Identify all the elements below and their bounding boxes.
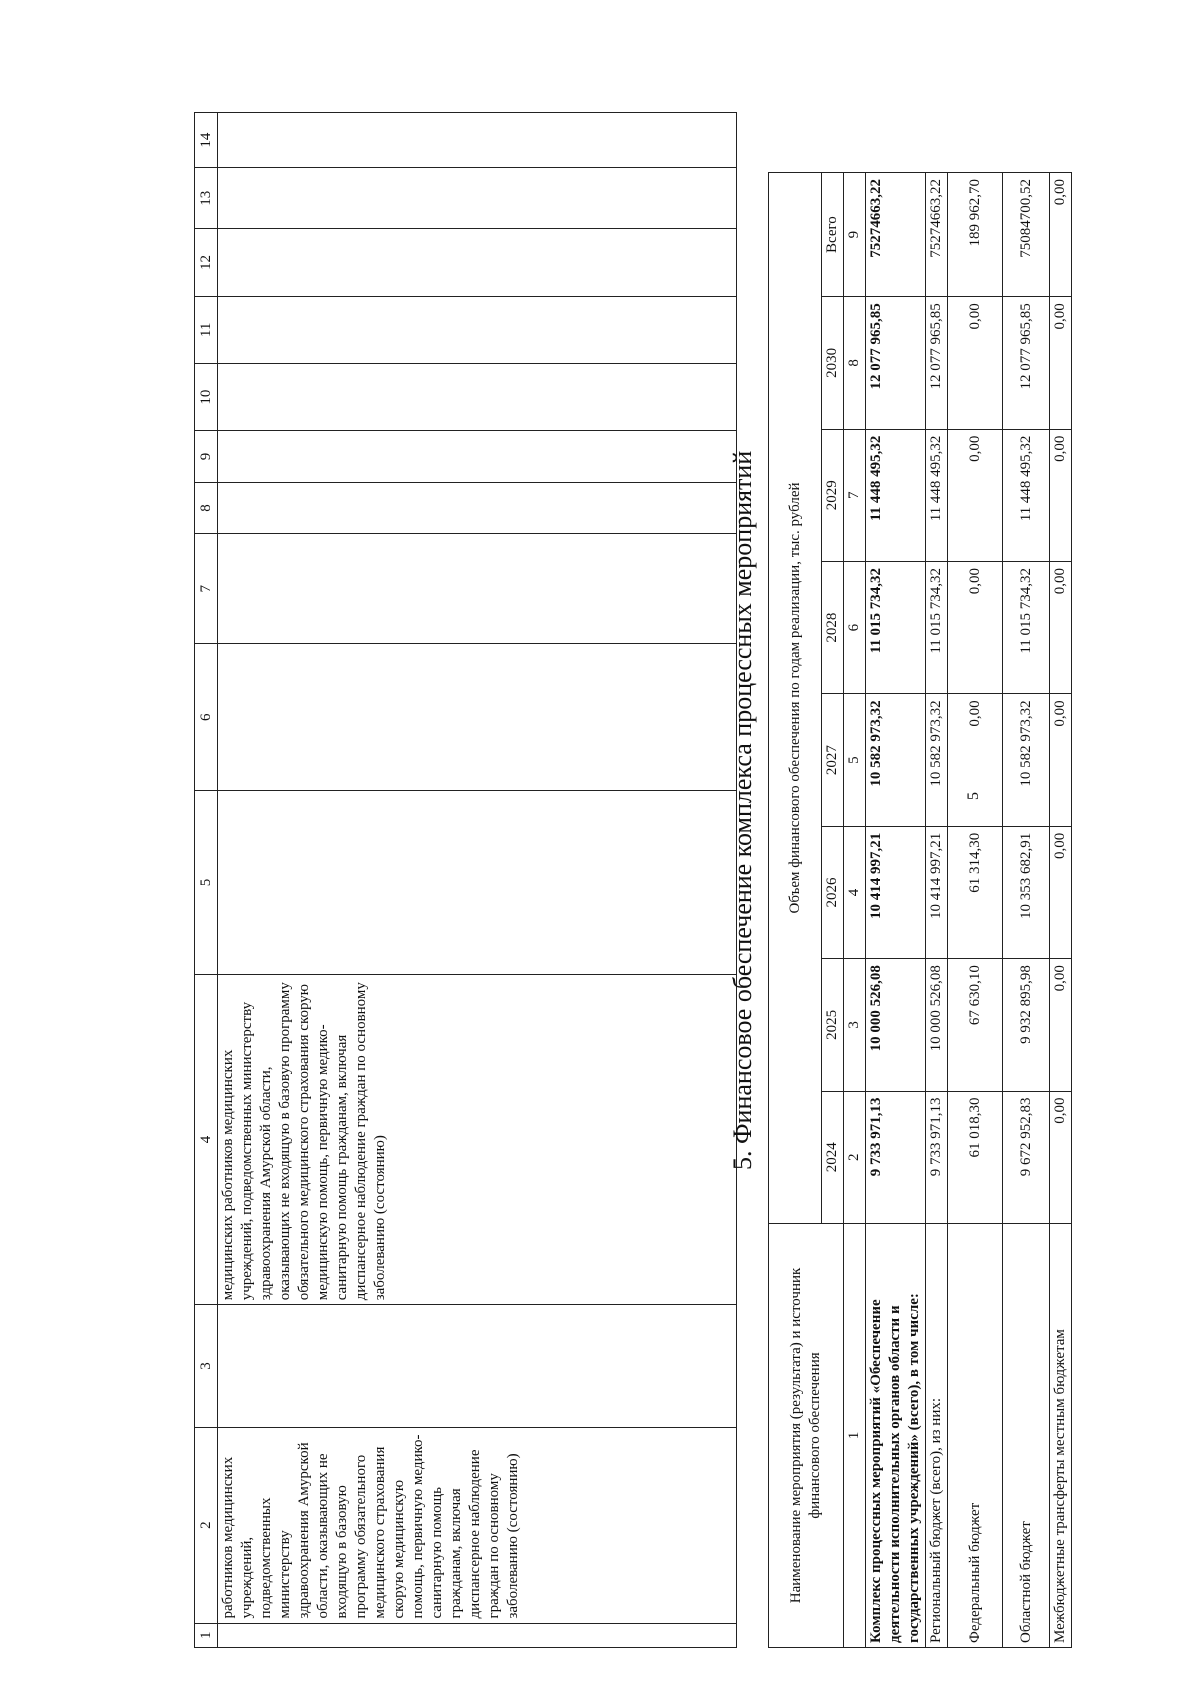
table-row [866,173,926,1648]
year-header: 2026 [822,826,844,958]
name-column-header: Наименование мероприятия (результата) и источник финансового обеспечения [769,1223,844,1647]
cell-14 [218,113,737,168]
cell-7 [218,534,737,644]
value-cell: 0,00 [1050,429,1072,561]
total-cell: 0,00 [1050,173,1072,297]
cell-1 [218,1623,737,1647]
cell-3 [218,1305,737,1427]
table-row [926,173,948,1648]
table-row [218,113,737,1648]
cell-9 [218,431,737,482]
column-number: 4 [195,974,218,1305]
cell-2: работников медицинских учреждений, подведомственных министерству здравоохранения Амурской области, оказывающих не входящую в базовую программу обязательного медицинского страхования скорую медицинскую помощь, первичную медико-санитарную помощь гражданам, включая диспансерное наблюдение граждан по основному заболеванию (состоянию) [218,1427,737,1623]
total-header: Всего [822,173,844,297]
column-number: 1 [195,1623,218,1647]
column-number: 6 [844,561,866,693]
continuation-table [194,112,737,1648]
cell-8 [218,482,737,533]
value-cell: 10 414 997,21 [926,826,948,958]
year-header: 2029 [822,429,844,561]
value-cell: 61 314,30 [948,826,1003,958]
value-cell: 0,00 [948,561,1003,693]
value-cell: 0,00 [1050,826,1072,958]
year-header: 2028 [822,561,844,693]
value-cell: 0,00 [1050,297,1072,429]
section-title: 5. Финансовое обеспечение комплекса процессных мероприятий [728,450,757,1170]
column-number: 9 [195,431,218,482]
year-header: 2030 [822,297,844,429]
rotated-page [120,100,1200,1660]
total-cell: 75084700,52 [1003,173,1050,297]
value-cell: 10 582 973,32 [926,694,948,826]
value-cell: 61 018,30 [948,1091,1003,1223]
row-name: Межбюджетные трансферты местным бюджетам [1050,1223,1072,1647]
column-number: 4 [844,826,866,958]
value-cell: 9 932 895,98 [1003,959,1050,1091]
column-number: 3 [195,1305,218,1427]
value-cell: 11 448 495,32 [926,429,948,561]
value-cell: 12 077 965,85 [926,297,948,429]
continuation-table-header [195,113,218,1648]
value-cell: 10 582 973,32 [1003,694,1050,826]
column-number: 10 [195,364,218,431]
value-cell: 9 672 952,83 [1003,1091,1050,1223]
column-number: 7 [844,429,866,561]
finance-header-row [769,173,822,1648]
value-cell: 11 015 734,32 [926,561,948,693]
cell-6 [218,644,737,791]
year-header: 2027 [822,694,844,826]
row-name: Комплекс процессных мероприятий «Обеспечение деятельности исполнительных органов области и государственных учреждений» (всего), в том числе: [866,1223,926,1647]
value-cell: 0,00 [1050,694,1072,826]
column-number: 14 [195,113,218,168]
total-cell: 189 962,70 [948,173,1003,297]
value-cell: 9 733 971,13 [926,1091,948,1223]
table-row [1003,173,1050,1648]
value-cell: 0,00 [1050,959,1072,1091]
column-number: 9 [844,173,866,297]
value-cell: 11 448 495,32 [1003,429,1050,561]
table-row [948,173,1003,1648]
value-cell: 9 733 971,13 [866,1091,926,1223]
column-number: 5 [195,791,218,975]
value-cell: 12 077 965,85 [1003,297,1050,429]
volume-group-header: Объем финансового обеспечения по годам реализации, тыс. рублей [769,173,822,1224]
value-cell: 10 000 526,08 [866,959,926,1091]
value-cell: 10 414 997,21 [866,826,926,958]
column-number: 6 [195,644,218,791]
value-cell: 0,00 [1050,1091,1072,1223]
value-cell: 11 015 734,32 [1003,561,1050,693]
value-cell: 10 353 682,91 [1003,826,1050,958]
column-numbers-row [844,173,866,1648]
finance-table [768,172,1072,1648]
column-number: 8 [195,482,218,533]
column-number: 11 [195,296,218,363]
value-cell: 0,00 [948,694,1003,826]
value-cell: 11 448 495,32 [866,429,926,561]
page-number: 5 [965,792,982,800]
value-cell: 0,00 [1050,561,1072,693]
column-number: 5 [844,694,866,826]
cell-5 [218,791,737,975]
year-header: 2024 [822,1091,844,1223]
cell-4: медицинских работников медицинских учреждений, подведомственных министерству здравоохранения Амурской области, оказывающих не входящую в базовую программу обязательного медицинского страхования скорую медицинскую помощь, первичную медико-санитарную помощь гражданам, включая диспансерное наблюдение граждан по основному заболеванию (состоянию) [218,974,737,1305]
cell-11 [218,296,737,363]
cell-10 [218,364,737,431]
column-number: 2 [844,1091,866,1223]
column-number: 1 [844,1223,866,1647]
row-name: Областной бюджет [1003,1223,1050,1647]
column-number: 13 [195,168,218,229]
year-header: 2025 [822,959,844,1091]
cell-12 [218,229,737,296]
column-number: 3 [844,959,866,1091]
column-number: 7 [195,534,218,644]
value-cell: 0,00 [948,297,1003,429]
table-row [1050,173,1072,1648]
column-number: 2 [195,1427,218,1623]
value-cell: 0,00 [948,429,1003,561]
row-name: Федеральный бюджет [948,1223,1003,1647]
total-cell: 75274663,22 [926,173,948,297]
cell-13 [218,168,737,229]
value-cell: 67 630,10 [948,959,1003,1091]
row-name: Региональный бюджет (всего), из них: [926,1223,948,1647]
value-cell: 12 077 965,85 [866,297,926,429]
column-number: 12 [195,229,218,296]
value-cell: 10 000 526,08 [926,959,948,1091]
value-cell: 11 015 734,32 [866,561,926,693]
total-cell: 75274663,22 [866,173,926,297]
column-number: 8 [844,297,866,429]
value-cell: 10 582 973,32 [866,694,926,826]
